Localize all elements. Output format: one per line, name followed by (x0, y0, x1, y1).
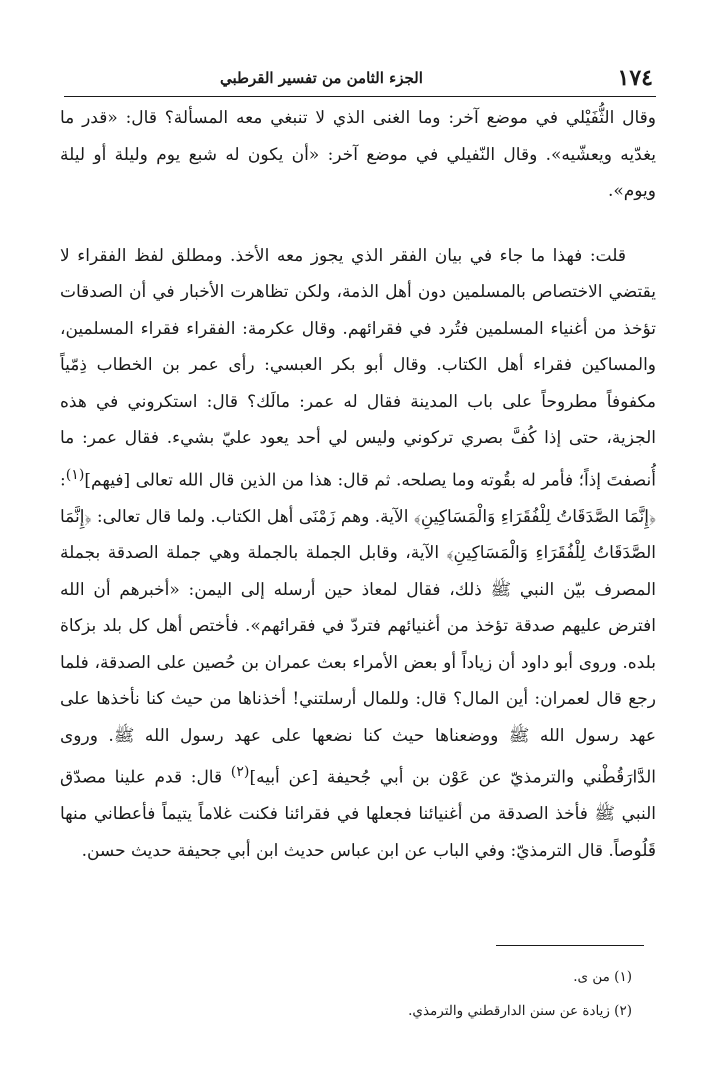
footnote-ref-1: (١) (65, 466, 85, 483)
footnote-1: (١) من ى. (573, 969, 632, 985)
header-divider (64, 96, 656, 97)
footnote-ref-2: (٢) (230, 764, 250, 781)
page-number: ١٧٤ (617, 65, 653, 91)
footnote-divider (496, 945, 644, 946)
footnotes (60, 960, 632, 1028)
paragraph-gap (60, 210, 656, 238)
paragraph-2-part-c: قال: قدم علينا مصدّق النبي ﷺ فأخذ الصدقة من أغنيائنا فجعلها في فقرائنا فكنت غلاماً يتيماً فأعطاني منها قَلُوصاً. قال الترمذيّ: وفي الباب عن ابن عباس حديث ابن أبي جحيفة حديث حسن. (60, 767, 656, 861)
main-text (60, 100, 656, 869)
paragraph-2-part-a: قلت: فهذا ما جاء في بيان الفقر الذي يجوز معه الأخذ. ومطلق لفظ الفقراء لا يقتضي الاختصاص بالمسلمين دون أهل الذمة، ولكن تظاهرت الأخبار في أن الصدقات تؤخذ من أغنياء المسلمين فتُرد في فقرائهم. وقال عكرمة: الفقراء فقراء المسلمين، والمساكين فقراء أهل الكتاب. وقال أبو بكر العبسي: رأى عمر بن الخطاب ذِمّياً مكفوفاً مطروحاً على باب المدينة فقال له عمر: مالَك؟ قال: استكروني في هذه الجزية، حتى إذا كُفَّ بصري تركوني وليس لي أحد يعود عليّ بشيء. فقال عمر: ما أُنصفتَ إذاً؛ فأمر له بقُوته وما يصلحه. ثم قال: هذا من الذين قال الله تعالى [فيهم] (60, 245, 656, 491)
page-header (80, 60, 653, 96)
footnote-2: (٢) زيادة عن سنن الدارقطني والترمذي. (408, 1003, 632, 1019)
paragraph-2 (60, 238, 656, 870)
running-title: الجزء الثامن من تفسير القرطبي (220, 69, 423, 87)
paragraph-2-part-b: : ﴿إِنَّمَا الصَّدَقَاتُ لِلْفُقَرَاءِ وَالْمَسَاكِينِ﴾ الآية. وهم زَمْنَى أهل الكتاب. ولما قال تعالى: ﴿إِنَّمَا الصَّدَقَاتُ لِلْفُقَرَاءِ وَالْمَسَاكِينِ﴾ الآية، وقابل الجملة بالجملة وهي جملة الصدقة بجملة المصرف بيّن النبي ﷺ ذلك، فقال لمعاذ حين أرسله إلى اليمن: «أخبرهم أن الله افترض عليهم صدقة تؤخذ من أغنيائهم فتردّ في فقرائهم». فأختص أهل كل بلد بزكاة بلده. وروى أبو داود أن زياداً أو بعض الأمراء بعث عمران بن حُصين على الصدقة، فلما رجع قال لعمران: أين المال؟ قال: وللمال أرسلتني! أخذناها من حيث كنا نأخذها على عهد رسول الله ﷺ ووضعناها حيث كنا نضعها على عهد رسول الله ﷺ. وروى الدَّارَقُطْني والترمذيّ عن عَوْن بن أبي جُحيفة [عن أبيه] (60, 470, 656, 788)
paragraph-1: وقال الثُّفَيْلي في موضع آخر: وما الغنى الذي لا تنبغي معه المسألة؟ قال: «قدر ما يغدّيه ويعشّيه». وقال النّفيلي في موضع آخر: «أن يكون له شبع يوم وليلة أو ليلة ويوم». (60, 108, 656, 201)
